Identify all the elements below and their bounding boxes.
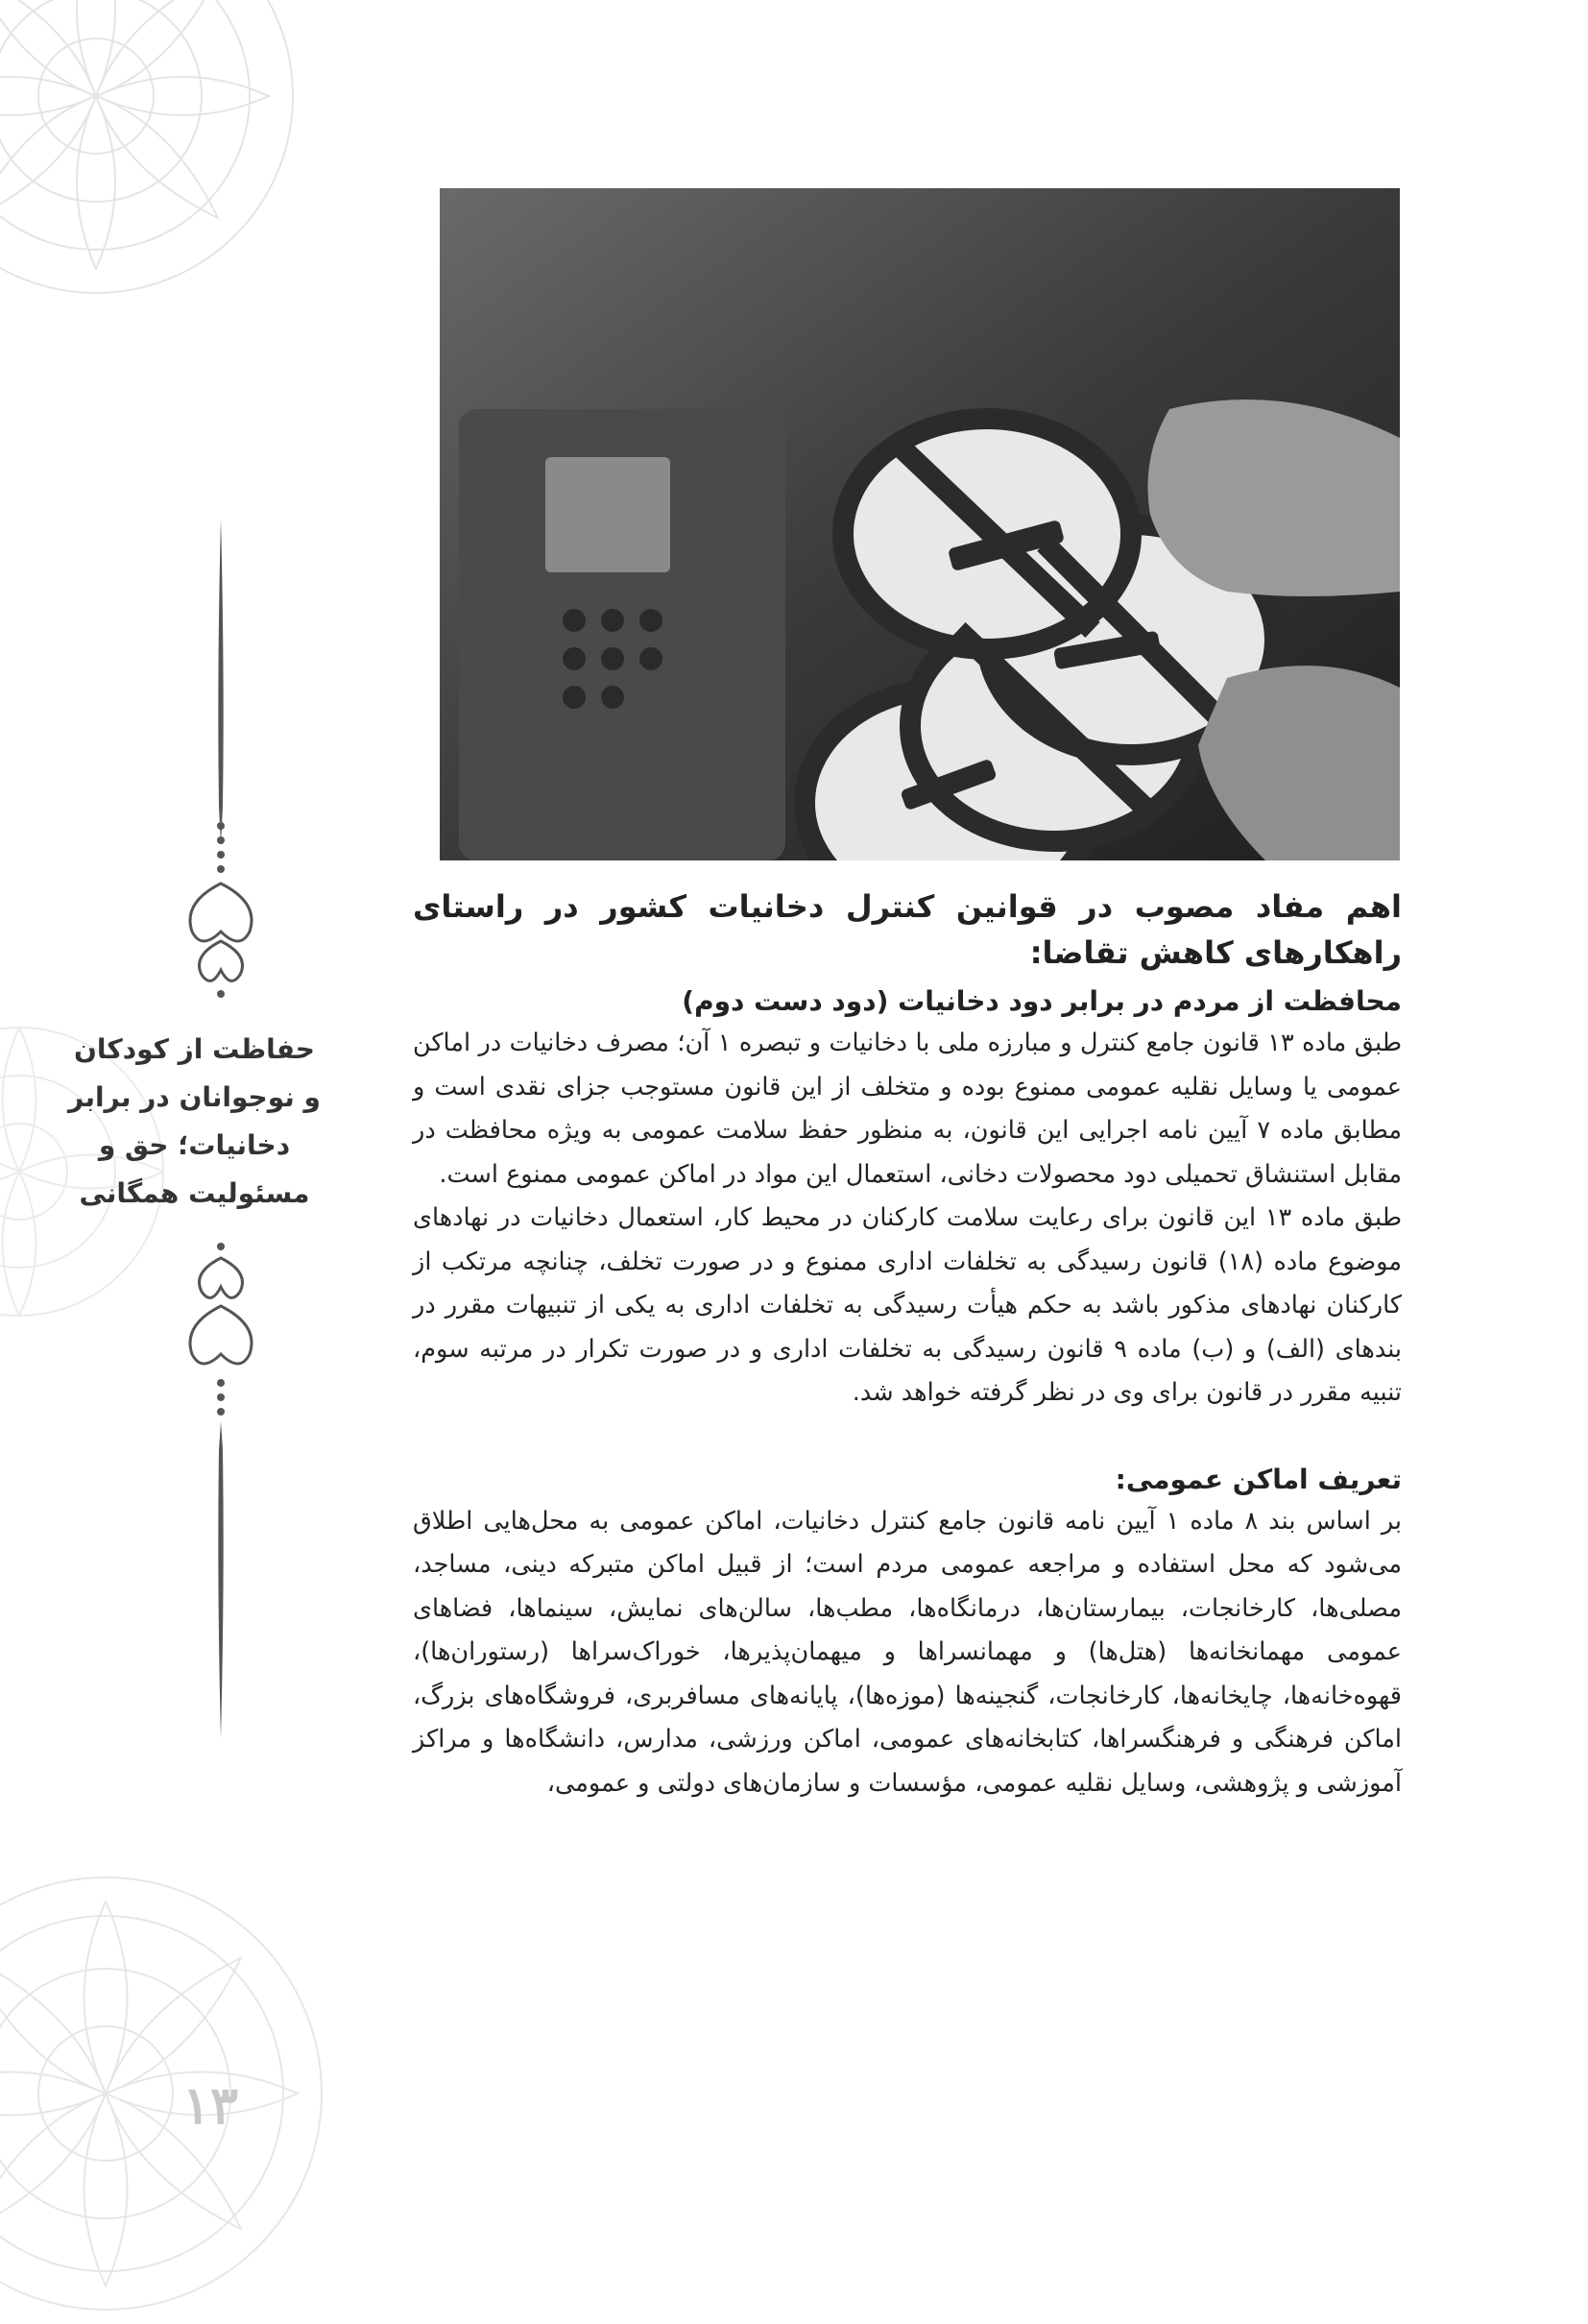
side-title-line: مسئولیت همگانی	[79, 1177, 310, 1209]
paragraph: طبق ماده ۱۳ قانون جامع کنترل و مبارزه ملی با دخانیات و تبصره ۱ آن؛ مصرف دخانیات در اماکن عمومی یا وسایل نقلیه عمومی ممنوع بوده و متخلف از این قانون مستوجب جزای نقدی است و مطابق ماده ۷ آیین نامه اجرایی این قانون، به منظور حفظ سلامت عمومی به ویژه محافظت در مقابل استنشاق تحمیلی دود محصولات دخانی، استعمال این مواد در اماکن عمومی ممنوع است.	[413, 1029, 1402, 1189]
side-title-line: دخانیات؛ حق و	[98, 1129, 291, 1161]
mandala-ornament-top-left	[0, 0, 307, 307]
side-title-line: و نوجوانان در برابر	[68, 1081, 321, 1113]
paragraph: طبق ماده ۱۳ این قانون برای رعایت سلامت کارکنان در محیط کار، استعمال دخانیات در نهادهای موضوع ماده (۱۸) قانون رسیدگی به تخلفات اداری ممنوع و در صورت تخلف، چنانچه مرتکب از کارکنان نهادهای مذکور باشد به حکم هیأت رسیدگی به تخلفات اداری به یکی از تنبیهات مقرر در بندهای (الف) و (ب) ماده ۹ قانون رسیدگی به تخلفات اداری و در صورت تکرار در مرتبه سوم، تنبیه مقرر در قانون برای وی در نظر گرفته خواهد شد.	[413, 1203, 1403, 1407]
article-body	[413, 884, 1402, 1805]
section-heading: اهم مفاد مصوب در قوانین کنترل دخانیات کشور در راستای راهکارهای کاهش تقاضا:	[413, 888, 1402, 971]
paragraph: بر اساس بند ۸ ماده ۱ آیین نامه قانون جامع کنترل دخانیات، اماکن عمومی به محل‌هایی اطلاق می‌شود که محل استفاده و مراجعه عمومی مردم است؛ از قبیل اماکن متبرکه دینی، مساجد، مصلی‌ها، کارخانجات، بیمارستان‌ها، درمانگاه‌ها، مطب‌ها، سالن‌های نمایش، سینماها، فضاهای عمومی مهمانخانه‌ها (هتل‌ها) و مهمانسراها و میهمان‌پذیرها، خوراک‌سراها (رستوران‌ها)، قهوه‌خانه‌ها، چایخانه‌ها، کارخانجات، گنجینه‌ها (موزه‌ها)، پایانه‌های مسافربری، فروشگاه‌های بزرگ، اماکن فرهنگی و فرهنگسراها، کتابخانه‌های عمومی، اماکن ورزشی، مدارس، دانشگاه‌ها و مراکز آموزشی و پژوهشی، وسایل نقلیه عمومی، مؤسسات و سازمان‌های دولتی و عمومی،	[413, 1506, 1402, 1798]
ornamental-divider-bottom	[163, 1239, 278, 1738]
no-smoking-sign-icon	[440, 188, 1400, 860]
side-title-line: حفاظت از کودکان	[74, 1033, 315, 1065]
mandala-ornament-bottom-left	[0, 1863, 336, 2324]
ornamental-divider-top	[163, 519, 278, 999]
side-chapter-title	[29, 1026, 360, 1218]
spacer	[413, 1416, 1402, 1460]
page-number: ۱۳	[182, 2074, 239, 2136]
no-smoking-photo	[440, 188, 1400, 860]
subsection-heading: محافظت از مردم در برابر دود دخانیات (دود دست دوم)	[682, 985, 1402, 1017]
section-2-heading: تعریف اماکن عمومی:	[1115, 1463, 1402, 1495]
